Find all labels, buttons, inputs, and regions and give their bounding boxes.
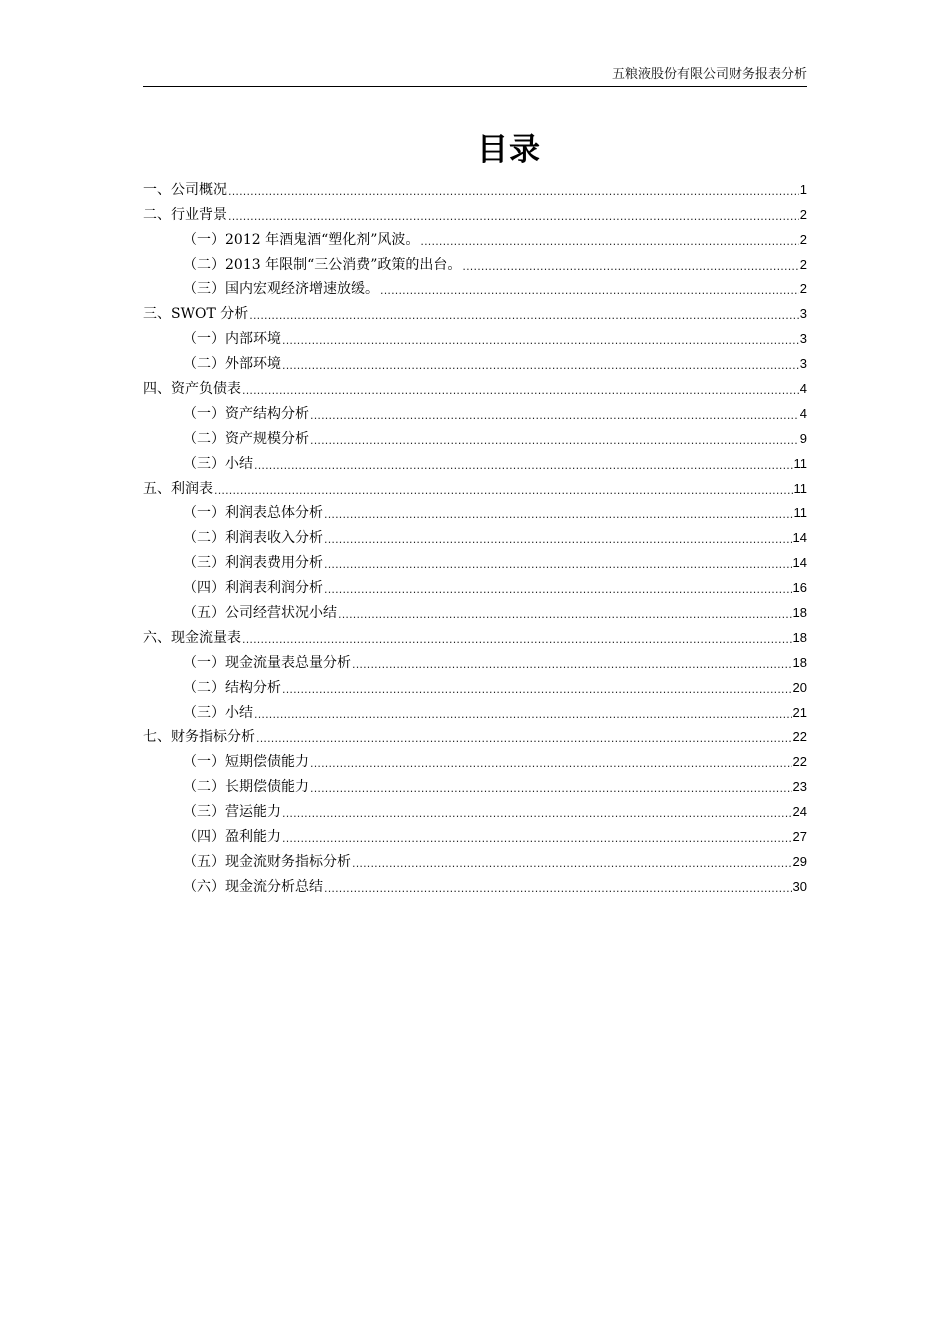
toc-dot-leader (282, 832, 792, 846)
toc-entry-title: （一）利润表总体分析 (183, 505, 323, 522)
toc-page-number: 11 (793, 455, 807, 471)
toc-entry-title: （三）国内宏观经济增速放缓。 (183, 281, 379, 298)
toc-entry[interactable] (143, 672, 807, 697)
toc-entry-title: （三）营运能力 (183, 804, 281, 821)
toc-page-number: 2 (799, 206, 807, 222)
toc-entry-title: （三）小结 (183, 704, 253, 721)
toc-entry-title: （五）公司经营状况小结 (183, 605, 337, 622)
toc-dot-leader (282, 359, 799, 373)
toc-entry[interactable] (143, 498, 807, 523)
toc-entry-title: （二）利润表收入分析 (183, 530, 323, 547)
toc-entry[interactable] (143, 722, 807, 747)
toc-page-number: 14 (792, 530, 807, 546)
toc-dot-leader (324, 508, 793, 522)
toc-entry-title: （一）2012 年酒鬼酒“塑化剂”风波。 (183, 231, 420, 248)
toc-entry-title: 五、利润表 (143, 480, 213, 497)
toc-entry-title: 一、公司概况 (143, 181, 227, 198)
toc-page-number: 22 (792, 754, 807, 770)
toc-entry[interactable] (143, 323, 807, 348)
toc-entry-title: （一）短期偿债能力 (183, 754, 309, 771)
toc-page-number: 11 (793, 480, 807, 496)
table-of-contents (143, 174, 807, 896)
toc-dot-leader (324, 558, 792, 572)
toc-dot-leader (310, 434, 799, 448)
toc-page-number: 18 (792, 654, 807, 670)
toc-page-number: 2 (799, 231, 807, 247)
toc-entry[interactable] (143, 448, 807, 473)
toc-entry-title: （六）现金流分析总结 (183, 878, 323, 895)
toc-entry-title: （四）盈利能力 (183, 829, 281, 846)
toc-entry-title: （五）现金流财务指标分析 (183, 853, 351, 870)
toc-dot-leader (324, 583, 792, 597)
toc-dot-leader (310, 782, 792, 796)
toc-dot-leader (380, 284, 799, 298)
toc-dot-leader (324, 533, 792, 547)
toc-entry[interactable] (143, 771, 807, 796)
toc-entry-title: （二）资产规模分析 (183, 430, 309, 447)
toc-entry[interactable] (143, 647, 807, 672)
toc-dot-leader (282, 683, 792, 697)
toc-page-number: 18 (792, 605, 807, 621)
toc-page-number: 4 (799, 405, 807, 421)
toc-entry-title: （四）利润表利润分析 (183, 580, 323, 597)
toc-entry-title: （三）小结 (183, 455, 253, 472)
toc-page-number: 9 (799, 430, 807, 446)
toc-entry[interactable] (143, 348, 807, 373)
toc-dot-leader (254, 459, 793, 473)
toc-entry-title: （一）现金流量表总量分析 (183, 654, 351, 671)
toc-dot-leader (249, 309, 799, 323)
toc-entry-title: 三、SWOT 分析 (143, 306, 249, 323)
toc-entry[interactable] (143, 871, 807, 896)
toc-page-number: 24 (792, 804, 807, 820)
toc-entry-title: （二）长期偿债能力 (183, 779, 309, 796)
toc-dot-leader (324, 882, 792, 896)
toc-entry[interactable] (143, 473, 807, 498)
toc-dot-leader (214, 484, 793, 498)
toc-page-number: 2 (799, 281, 807, 297)
toc-entry-title: （三）利润表费用分析 (183, 555, 323, 572)
toc-entry[interactable] (143, 423, 807, 448)
toc-page-number: 18 (792, 629, 807, 645)
toc-dot-leader (228, 185, 799, 199)
toc-entry-title: （一）内部环境 (183, 331, 281, 348)
toc-entry[interactable] (143, 224, 807, 249)
toc-entry[interactable] (143, 398, 807, 423)
toc-page-number: 1 (799, 181, 807, 197)
toc-page-number: 30 (792, 878, 807, 894)
toc-dot-leader (352, 857, 792, 871)
toc-entry[interactable] (143, 249, 807, 274)
toc-page-number: 22 (792, 729, 807, 745)
toc-dot-leader (228, 210, 799, 224)
toc-dot-leader (282, 807, 792, 821)
toc-dot-leader (338, 608, 792, 622)
toc-entry-title: 六、现金流量表 (143, 629, 241, 646)
toc-entry[interactable] (143, 274, 807, 299)
toc-page-number: 11 (793, 505, 807, 521)
toc-dot-leader (282, 334, 799, 348)
toc-entry-title: （二）2013 年限制“三公消费”政策的出台。 (183, 256, 462, 273)
toc-page-number: 2 (799, 256, 807, 272)
toc-dot-leader (310, 757, 792, 771)
toc-entry[interactable] (143, 796, 807, 821)
toc-page-number: 3 (799, 306, 807, 322)
toc-entry-title: （二）结构分析 (183, 679, 281, 696)
toc-entry[interactable] (143, 522, 807, 547)
toc-page-number: 27 (792, 829, 807, 845)
toc-dot-leader (462, 260, 798, 274)
toc-page-number: 23 (792, 779, 807, 795)
toc-dot-leader (420, 235, 798, 249)
toc-entry[interactable] (143, 373, 807, 398)
toc-dot-leader (242, 633, 792, 647)
toc-entry[interactable] (143, 821, 807, 846)
toc-entry-title: （二）外部环境 (183, 356, 281, 373)
running-header: 五粮液股份有限公司财务报表分析 (611, 67, 807, 82)
toc-entry-title: 四、资产负债表 (143, 381, 241, 398)
header-rule (143, 86, 807, 87)
toc-page-number: 3 (799, 331, 807, 347)
toc-entry[interactable] (143, 746, 807, 771)
toc-dot-leader (254, 708, 792, 722)
toc-entry[interactable] (143, 199, 807, 224)
toc-entry-title: （一）资产结构分析 (183, 405, 309, 422)
toc-entry[interactable] (143, 174, 807, 199)
toc-page-number: 14 (792, 555, 807, 571)
toc-entry-title: 二、行业背景 (143, 206, 227, 223)
toc-entry-title: 七、财务指标分析 (143, 729, 255, 746)
toc-entry[interactable] (143, 622, 807, 647)
toc-entry[interactable] (143, 846, 807, 871)
toc-entry[interactable] (143, 697, 807, 722)
toc-dot-leader (310, 409, 799, 423)
toc-entry[interactable] (143, 597, 807, 622)
toc-page-number: 20 (792, 679, 807, 695)
toc-title: 目录 (477, 132, 541, 168)
toc-entry[interactable] (143, 547, 807, 572)
toc-dot-leader (242, 384, 799, 398)
toc-entry[interactable] (143, 572, 807, 597)
toc-page-number: 3 (799, 356, 807, 372)
toc-dot-leader (256, 732, 792, 746)
toc-page-number: 16 (792, 580, 807, 596)
toc-dot-leader (352, 658, 792, 672)
toc-page-number: 4 (799, 381, 807, 397)
toc-entry[interactable] (143, 298, 807, 323)
toc-page-number: 29 (792, 853, 807, 869)
toc-page-number: 21 (792, 704, 807, 720)
